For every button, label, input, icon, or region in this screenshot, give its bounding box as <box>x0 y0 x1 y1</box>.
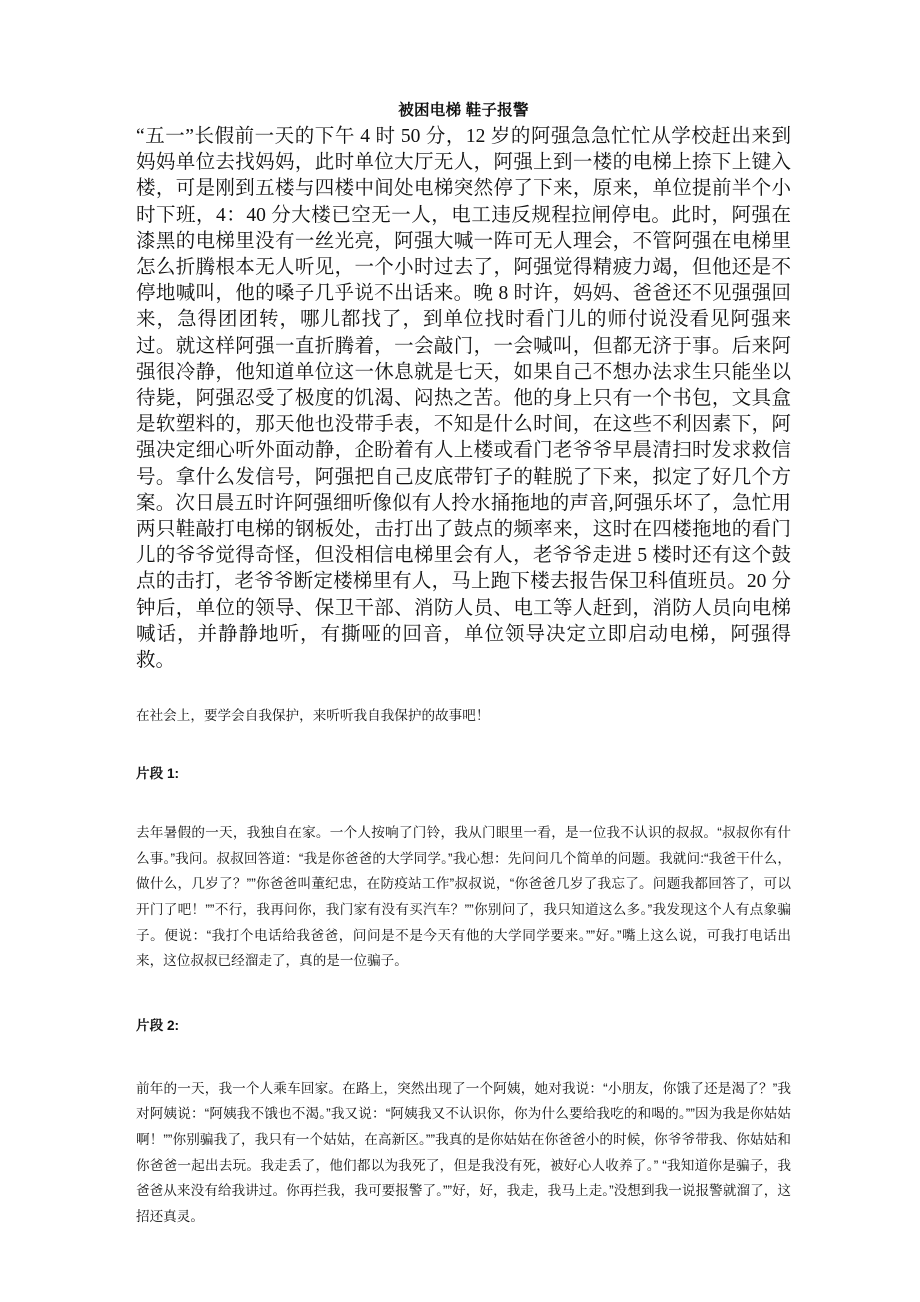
section-text-2: 前年的一天，我一个人乘车回家。在路上，突然出现了一个阿姨，她对我说：“小朋友，你饿了还是渴了？”我对阿姨说：“阿姨我不饿也不渴。”我又说：“阿姨我又不认识你，你为什么要给我吃的和喝的。””因为我是你姑姑啊！””你别骗我了，我只有一个姑姑，在高新区。””我真的是你姑姑在你爸爸小的时候，你爷爷带我、你姑姑和你爸爸一起出去玩。我走丢了，他们都以为我死了，但是我没有死，被好心人收养了。” “我知道你是骗子，我爸爸从来没有给我讲过。你再拦我，我可要报警了。””好，好，我走，我马上走。”没想到我一说报警就溜了，这招还真灵。 <box>136 1080 791 1224</box>
section-label-2: 片段 2: <box>136 1017 180 1033</box>
page-title: 被困电梯 鞋子报警 <box>398 102 529 119</box>
section-text-1: 去年暑假的一天，我独自在家。一个人按响了门铃，我从门眼里一看，是一位我不认识的叔叔。“叔叔你有什么事。”我问。叔叔回答道：“我是你爸爸的大学同学。”我心想：先问问几个简单的问题。我就问:“我爸干什么，做什么，几岁了？””你爸爸叫董纪忠，在防疫站工作”叔叔说，“你爸爸几岁了我忘了。问题我都回答了，可以开门了吧！””不行，我再问你，我门家有没有买汽车？””你别问了，我只知道这么多。”我发现这个人有点象骗子。便说：“我打个电话给我爸爸，问问是不是今天有他的大学同学要来。””好。”嘴上这么说，可我打电话出来，这位叔叔已经溜走了，真的是一位骗子。 <box>136 825 791 969</box>
spacer-after-label-1 <box>136 786 791 820</box>
lead-in-paragraph: 在社会上，要学会自我保护，来听听我自我保护的故事吧！ <box>136 708 490 724</box>
main-story-paragraph: “五一”长假前一天的下午 4 时 50 分，12 岁的阿强急急忙忙从学校赶出来到妈妈单位去找妈妈，此时单位大厅无人，阿强上到一楼的电梯上捺下上键入楼，可是刚到五楼与四楼中间处电梯突然停了下来，原来，单位提前半个小时下班，4：40 分大楼已空无一人，电工违反规程拉闸停电。此时，阿强在漆黑的电梯里没有一丝光亮，阿强大喊一阵可无人理会，不管阿强在电梯里怎么折腾根本无人听见，一个小时过去了，阿强觉得精疲力竭，但他还是不停地喊叫，他的嗓子几乎说不出话来。晚 8 时许，妈妈、爸爸还不见强强回来，急得团团转，哪儿都找了，到单位找时看门儿的师付说没看见阿强来过。就这样阿强一直折腾着，一会敲门，一会喊叫，但都无济于事。后来阿强很冷静，他知道单位这一休息就是七天，如果自己不想办法求生只能坐以待毙，阿强忍受了极度的饥渴、闷热之苦。他的身上只有一个书包，文具盒是软塑料的，那天他也没带手表，不知是什么时间，在这些不利因素下，阿强决定细心听外面动静，企盼着有人上楼或看门老爷爷早晨清扫时发求救信号。拿什么发信号，阿强把自己皮底带钉子的鞋脱了下来，拟定了好几个方案。次日晨五时许阿强细听像似有人拎水捅拖地的声音,阿强乐坏了，急忙用两只鞋敲打电梯的钢板处，击打出了鼓点的频率来，这时在四楼拖地的看门儿的爷爷觉得奇怪，但没相信电梯里会有人，老爷爷走进 5 楼时还有这个鼓点的击打，老爷爷断定楼梯里有人，马上跑下楼去报告保卫科值班员。20 分钟后，单位的领导、保卫干部、消防人员、电工等人赶到，消防人员向电梯喊话，并静静地听，有撕哑的回音，单位领导决定立即启动电梯，阿强得救。 <box>136 126 791 672</box>
section-label-1: 片段 1: <box>136 766 180 782</box>
spacer-after-story <box>136 674 791 704</box>
document-content <box>136 100 791 1229</box>
spacer-after-lead-in <box>136 728 791 762</box>
spacer-after-label-2 <box>136 1038 791 1076</box>
spacer-after-section-1 <box>136 974 791 1014</box>
